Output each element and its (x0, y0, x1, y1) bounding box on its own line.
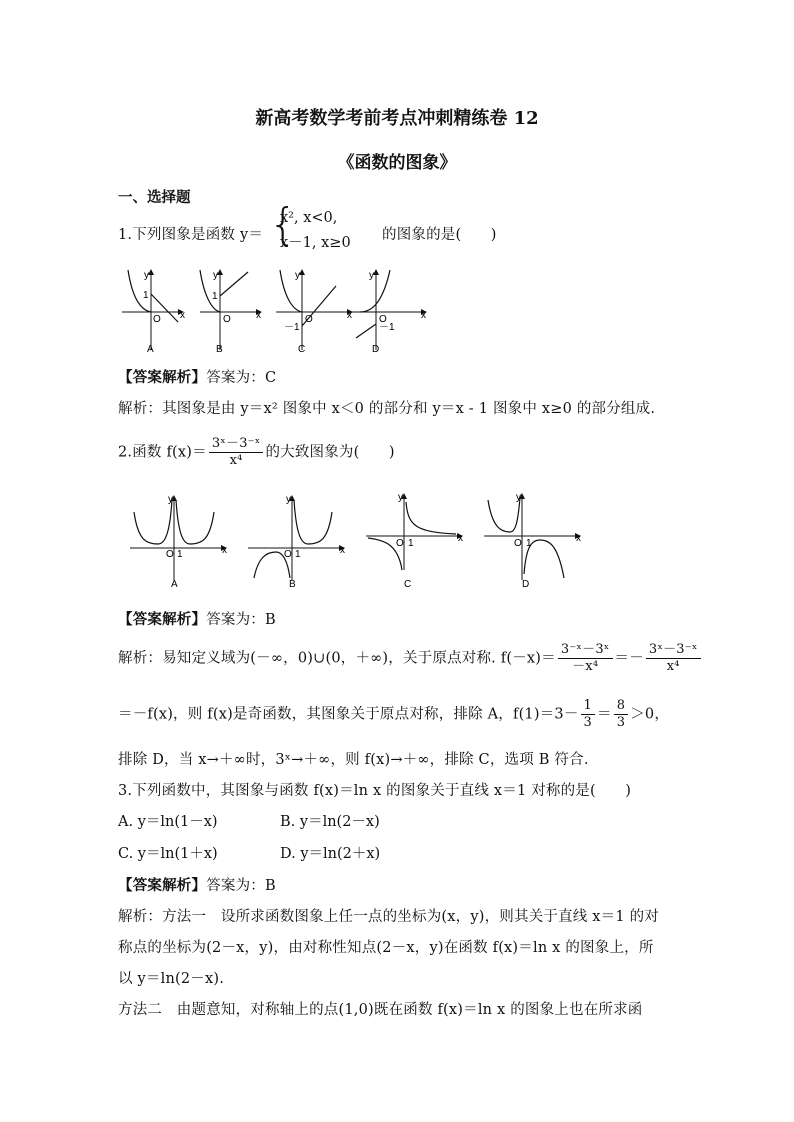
q1d-x-label: x (421, 310, 426, 321)
section-heading: 一、选择题 (118, 189, 191, 206)
q2-a2-pre: ＝－f(x)，则 f(x)是奇函数，其图象关于原点对称，排除 A，f(1)＝3－ (118, 706, 579, 723)
q1a-y-label: y (144, 270, 149, 281)
q1-graph-d (350, 270, 426, 355)
q3-analysis-line-3: 以 y＝ln(2－x). (118, 971, 225, 987)
q2d-x-label: x (576, 533, 581, 544)
q2a-one: 1 (177, 549, 183, 560)
q1b-x-label: x (256, 310, 261, 321)
q2c-y-label: y (398, 492, 403, 503)
q1c-origin: O (305, 314, 313, 325)
q1c-neg-one: －1 (284, 322, 300, 333)
q1c-y-label: y (295, 270, 300, 281)
q2-numerator: 3ˣ－3⁻ˣ (209, 436, 264, 453)
q2-a1-num-2: 3ˣ－3⁻ˣ (646, 642, 701, 659)
q3-option-d: D. y＝ln(2＋x) (280, 846, 381, 862)
q1c-x-label: x (347, 310, 352, 321)
q1b-one: 1 (212, 291, 218, 302)
q1-graph-b (200, 270, 261, 355)
q2-a1-mid: ＝－ (614, 650, 644, 667)
q2c-one: 1 (408, 538, 414, 549)
q3-option-a: A. y＝ln(1－x) (118, 814, 218, 830)
q2d-one: 1 (526, 538, 532, 549)
q1b-y-label: y (213, 270, 218, 281)
q2-a2-num-2: 8 (614, 698, 628, 715)
q3-analysis-line-2: 称点的坐标为(2－x，y)，由对称性知点(2－x，y)在函数 f(x)＝ln x 的图象上，所 (118, 940, 654, 956)
q2-stem-post: 的大致图象为( ) (265, 444, 395, 461)
q2-graph-c (366, 492, 463, 590)
q2-a1-pre: 解析：易知定义域为(－∞，0)∪(0，＋∞)，关于原点对称. f(－x)＝ (118, 650, 556, 667)
q2-label-a: A (171, 579, 178, 590)
q1a-origin: O (153, 314, 161, 325)
document-title: 新高考数学考前考点冲刺精练卷 12 (255, 108, 539, 129)
q2-a2-den-1: 3 (583, 715, 593, 730)
q1-label-a: A (147, 344, 154, 355)
q2-analysis-line-3: 排除 D，当 x→＋∞时，3ˣ→＋∞，则 f(x)→＋∞，排除 C，选项 B 符合. (118, 752, 589, 768)
q2-analysis-line-2 (118, 698, 669, 731)
q1-graph-a (122, 270, 185, 355)
q3-answer-tag: 【答案解析】 (118, 877, 207, 894)
q3-analysis-line-4: 方法二 由题意知，对称轴上的点(1,0)既在函数 f(x)＝ln x 的图象上也在所求函 (118, 1002, 643, 1018)
q2-a2-num-1: 1 (581, 698, 595, 715)
q3-answer (118, 874, 276, 895)
q1-answer-tag: 【答案解析】 (118, 369, 207, 386)
q2-graph-b (248, 494, 345, 590)
q1-piece-1: x², x<0, (280, 210, 338, 226)
q1-stem-pre: 1.下列图象是函数 y＝ (118, 227, 264, 243)
q1-answer (118, 366, 276, 387)
q2-stem-pre: 2.函数 f(x)＝ (118, 444, 207, 461)
q2-a2-post: ＞0， (630, 706, 670, 723)
q2d-y-label: y (516, 492, 521, 503)
q2b-x-label: x (340, 545, 345, 556)
q1d-neg-one: －1 (379, 322, 395, 333)
q2b-y-label: y (286, 494, 291, 505)
q2-a2-eq: ＝ (597, 706, 612, 723)
q2-label-c: C (404, 579, 412, 590)
q1a-x-label: x (180, 310, 185, 321)
q2-a1-den-2: x⁴ (666, 659, 680, 674)
q2-graph-a (130, 494, 227, 590)
q1-graph-c (276, 270, 352, 355)
q2-answer (118, 608, 276, 629)
q1-label-c: C (298, 344, 306, 355)
q2-a2-frac-1 (581, 698, 595, 731)
q2d-origin: O (514, 538, 522, 549)
q3-stem: 3.下列函数中，其图象与函数 f(x)＝ln x 的图象关于直线 x＝1 对称的是( ) (118, 783, 632, 799)
q2-a2-frac-2 (614, 698, 628, 731)
q2-denominator: x⁴ (229, 453, 243, 468)
q2-graph-options (128, 490, 598, 590)
q2-a1-den-1: －x⁴ (572, 659, 599, 674)
q1-answer-text: 答案为：C (206, 370, 277, 386)
q2-graph-d (484, 492, 581, 590)
q2-label-b: B (289, 579, 296, 590)
q1-analysis: 解析：其图象是由 y＝x² 图象中 x＜0 的部分和 y＝x - 1 图象中 x≥0 的部分组成. (118, 401, 656, 417)
q3-answer-text: 答案为：B (206, 878, 276, 894)
q2-a1-num-1: 3⁻ˣ－3ˣ (558, 642, 613, 659)
q2a-y-label: y (168, 494, 173, 505)
q2c-origin: O (396, 538, 404, 549)
q2-a1-frac-1 (558, 642, 613, 675)
q2-stem (118, 436, 395, 469)
q2-a1-frac-2 (646, 642, 701, 675)
document-subtitle: 《函数的图象》 (337, 153, 457, 173)
q1-label-b: B (216, 344, 223, 355)
q1-label-d: D (372, 344, 380, 355)
q2-a2-den-2: 3 (616, 715, 626, 730)
q2-answer-text: 答案为：B (206, 612, 276, 628)
q1-stem-post: 的图象的是( ) (382, 227, 497, 243)
q2c-x-label: x (458, 533, 463, 544)
q2-label-d: D (522, 579, 530, 590)
q2-fraction (209, 436, 264, 469)
q2b-one: 1 (295, 549, 301, 560)
q1d-origin: O (379, 314, 387, 325)
q2a-origin: O (166, 549, 174, 560)
piecewise-brace: { (269, 199, 297, 250)
q3-option-c: C. y＝ln(1＋x) (118, 846, 218, 862)
q2-answer-tag: 【答案解析】 (118, 611, 207, 628)
q2a-x-label: x (222, 545, 227, 556)
q1d-y-label: y (369, 270, 374, 281)
q3-analysis-line-1: 解析：方法一 设所求函数图象上任一点的坐标为(x，y)，则其关于直线 x＝1 的对 (118, 909, 660, 925)
q1b-origin: O (223, 314, 231, 325)
q3-option-b: B. y＝ln(2－x) (280, 814, 380, 830)
q1a-one: 1 (143, 290, 149, 301)
q2-analysis-line-1 (118, 642, 703, 675)
q1-piece-2: x－1, x≥0 (280, 235, 351, 251)
q1-graph-options (118, 266, 448, 356)
q2b-origin: O (284, 549, 292, 560)
